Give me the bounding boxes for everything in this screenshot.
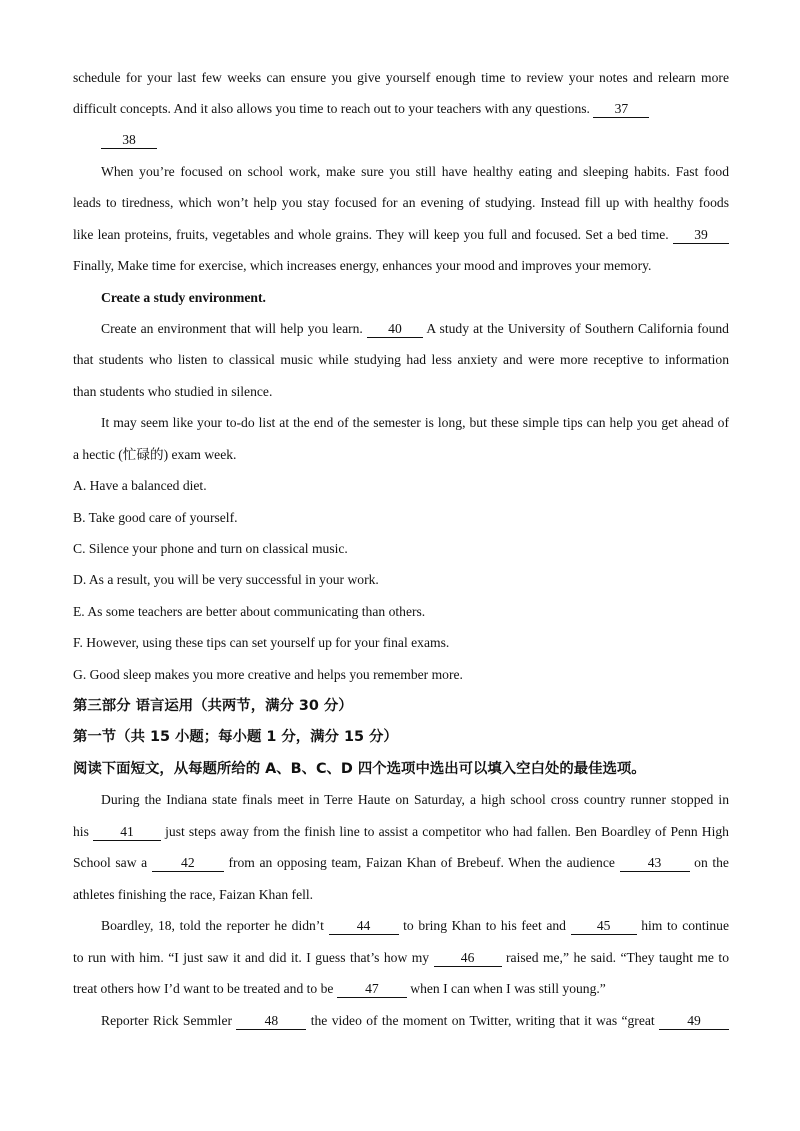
- passage-line: to run with him. “I just saw it and did it. I guess that’s how my 46 raised me,” he said. “They taught me to: [73, 950, 729, 965]
- blank-37[interactable]: 37: [593, 101, 649, 118]
- section-subtitle: 第一节（共 15 小题；每小题 1 分，满分 15 分）: [73, 729, 398, 745]
- passage-line: It may seem like your to-do list at the end of the semester is long, but these simple tips can help you get ahead of: [101, 415, 729, 430]
- passage-line: During the Indiana state finals meet in Terre Haute on Saturday, a high school cross country runner stopped in: [101, 792, 729, 807]
- blank-49[interactable]: 49: [659, 1013, 729, 1030]
- blank-47[interactable]: 47: [337, 981, 407, 998]
- blank-40[interactable]: 40: [367, 321, 423, 338]
- blank-43[interactable]: 43: [620, 855, 690, 872]
- passage-line: than students who studied in silence.: [73, 384, 273, 399]
- passage-line: Boardley, 18, told the reporter he didn’t 44 to bring Khan to his feet and 45 him to continue: [101, 918, 729, 933]
- section-instruction: 阅读下面短文，从每题所给的 A、B、C、D 四个选项中选出可以填入空白处的最佳选项。: [73, 761, 646, 777]
- passage-line: a hectic (忙碌的) exam week.: [73, 447, 237, 462]
- blank-46[interactable]: 46: [434, 950, 502, 967]
- blank-39[interactable]: 39: [673, 227, 729, 244]
- option-f[interactable]: F. However, using these tips can set yourself up for your final exams.: [73, 635, 450, 650]
- passage-line: schedule for your last few weeks can ensure you give yourself enough time to review your notes and relearn more: [73, 70, 729, 85]
- blank-42[interactable]: 42: [152, 855, 224, 872]
- passage-line: Reporter Rick Semmler 48 the video of the moment on Twitter, writing that it was “great 49: [101, 1011, 729, 1031]
- passage-line: When you’re focused on school work, make sure you still have healthy eating and sleeping habits. Fast food: [101, 164, 729, 179]
- blank-38[interactable]: 38: [101, 132, 157, 149]
- passage-line: like lean proteins, fruits, vegetables and whole grains. They will keep you full and focused. Set a bed time. 39: [73, 225, 729, 245]
- blank-44[interactable]: 44: [329, 918, 399, 935]
- blank-48[interactable]: 48: [236, 1013, 306, 1030]
- passage-line: difficult concepts. And it also allows you time to reach out to your teachers with any questions. 37: [73, 99, 729, 119]
- passage-line: leads to tiredness, which won’t help you stay focused for an evening of studying. Instead fill up with healthy foods: [73, 195, 729, 210]
- blank-41[interactable]: 41: [93, 824, 161, 841]
- passage-line: treat others how I’d want to be treated and to be 47 when I can when I was still young.”: [73, 981, 606, 996]
- passage-line: that students who listen to classical music while studying had less anxiety and were more receptive to information: [73, 352, 729, 367]
- passage-line: Finally, Make time for exercise, which increases energy, enhances your mood and improves your memory.: [73, 258, 652, 273]
- blank-45[interactable]: 45: [571, 918, 637, 935]
- passage-line: Create an environment that will help you learn. 40 A study at the University of Southern California found: [101, 321, 729, 336]
- option-e[interactable]: E. As some teachers are better about communicating than others.: [73, 604, 426, 619]
- passage-line: athletes finishing the race, Faizan Khan fell.: [73, 887, 314, 902]
- option-d[interactable]: D. As a result, you will be very successful in your work.: [73, 572, 379, 587]
- section-heading: Create a study environment.: [101, 290, 266, 305]
- passage-line: [101, 130, 757, 150]
- option-b[interactable]: B. Take good care of yourself.: [73, 510, 238, 525]
- passage-line: School saw a 42 from an opposing team, Faizan Khan of Brebeuf. When the audience 43 on the: [73, 855, 729, 870]
- section-title: 第三部分 语言运用（共两节，满分 30 分）: [73, 698, 353, 714]
- option-a[interactable]: A. Have a balanced diet.: [73, 478, 207, 493]
- passage-line: his 41 just steps away from the finish line to assist a competitor who had fallen. Ben Boardley of Penn High: [73, 824, 729, 839]
- option-c[interactable]: C. Silence your phone and turn on classical music.: [73, 541, 348, 556]
- option-g[interactable]: G. Good sleep makes you more creative and helps you remember more.: [73, 667, 463, 682]
